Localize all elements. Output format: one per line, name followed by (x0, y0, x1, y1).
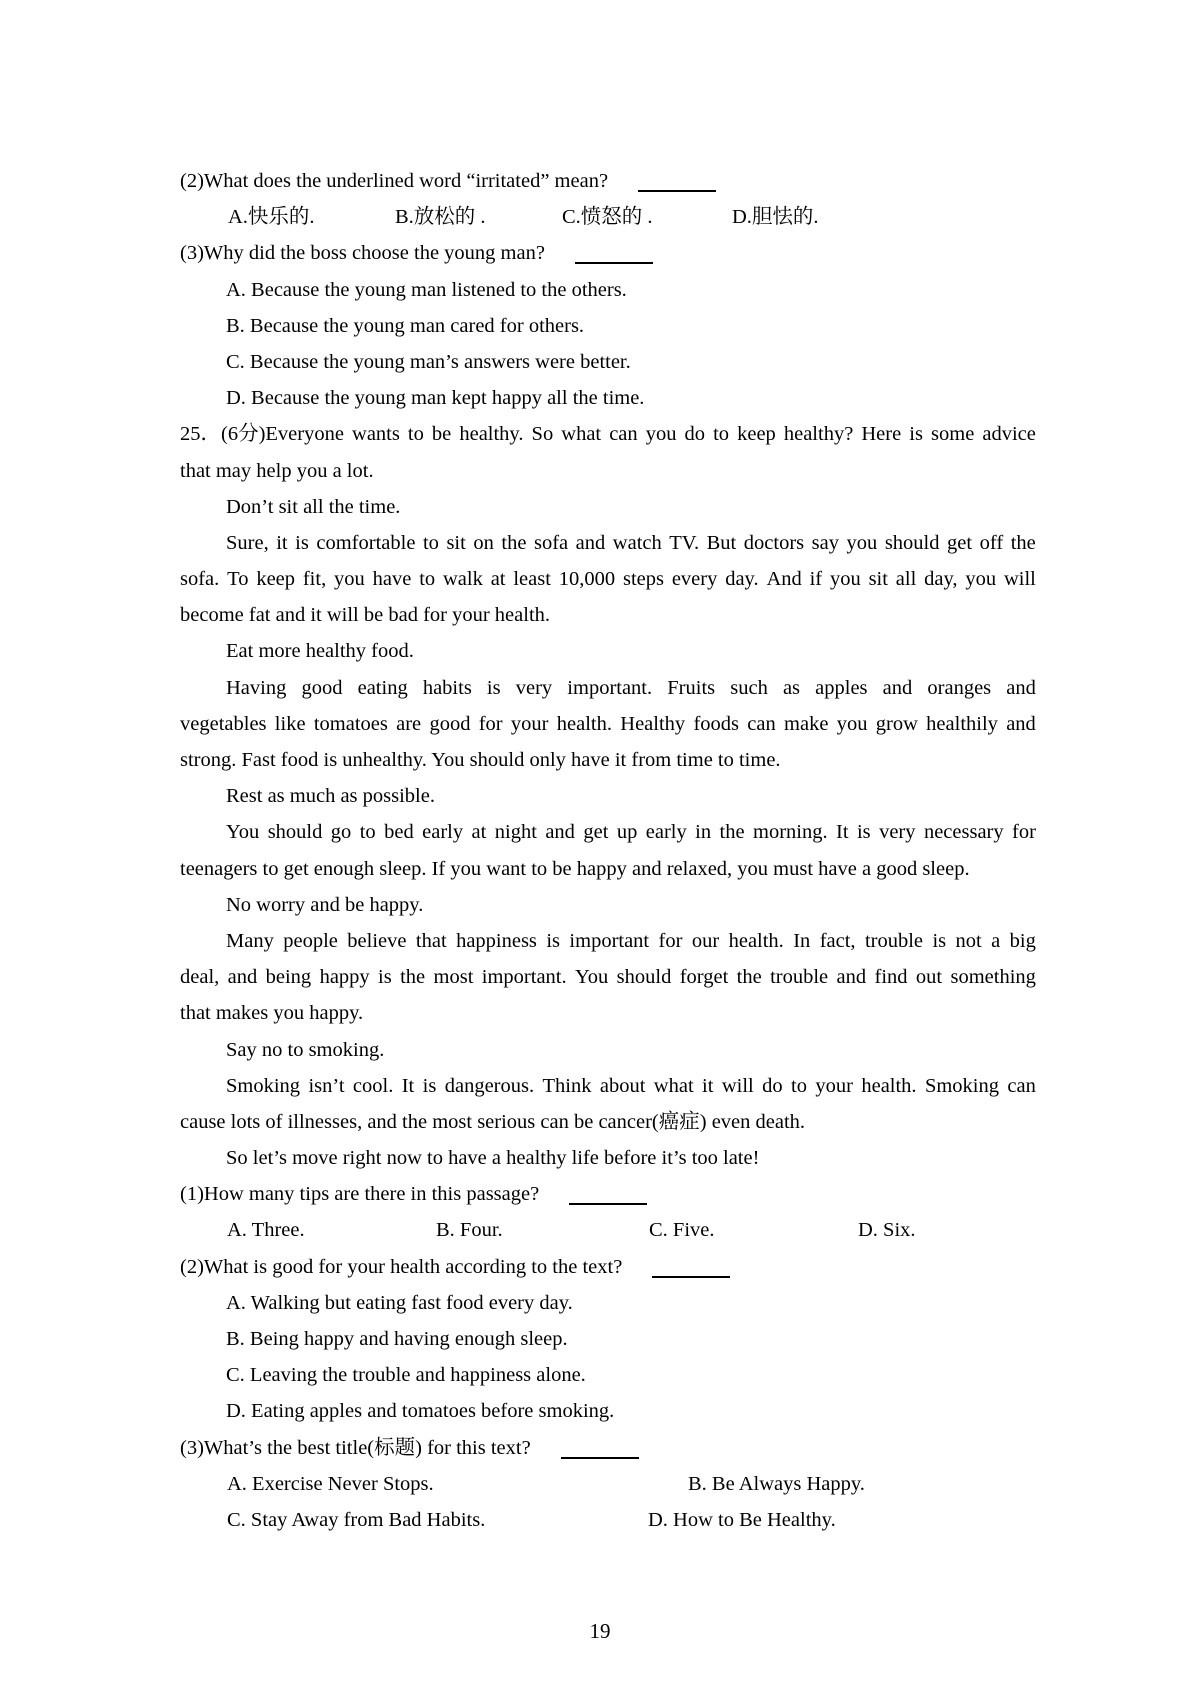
word: our (691, 929, 725, 952)
word: TV. (669, 531, 705, 554)
line-text: No worry and be happy. (226, 893, 424, 916)
line-text: teenagers to get enough sleep. If you want to be happy and relaxed, you must have a good sleep. (180, 857, 970, 880)
word: off (979, 531, 1009, 554)
answer-blank (569, 1191, 647, 1205)
word: do (684, 423, 711, 446)
word: go (330, 821, 357, 844)
line-text: that makes you happy. (180, 1002, 364, 1025)
word: to (407, 423, 429, 446)
word: to (422, 531, 445, 554)
word: very (515, 676, 558, 699)
answer-blank (561, 1445, 639, 1459)
word: You (575, 966, 614, 989)
word: tomatoes (313, 712, 393, 735)
word: Here (861, 423, 907, 446)
word: to (791, 1074, 813, 1097)
option-line (180, 1393, 1036, 1429)
word: dangerous. (444, 1074, 540, 1097)
word: a (991, 929, 1006, 952)
word: very (879, 821, 921, 844)
paragraph-line (180, 1140, 1036, 1176)
word: you (334, 568, 370, 591)
word: being (265, 966, 317, 989)
word: isn’t (308, 1074, 350, 1097)
word: and (575, 531, 611, 554)
line-text: (2)What is good for your health according to the text? (180, 1255, 623, 1278)
option-item: B. Be Always Happy. (688, 1472, 865, 1495)
word: To (227, 568, 254, 591)
word: at (471, 821, 492, 844)
line-text: become fat and it will be bad for your health. (180, 604, 551, 627)
word: is (295, 531, 314, 554)
line-text: B. Being happy and having enough sleep. (226, 1328, 568, 1350)
word: out (915, 966, 948, 989)
word: keep (256, 568, 301, 591)
paragraph-line (180, 1068, 1036, 1104)
word: what (653, 1074, 699, 1097)
answer-blank (575, 250, 653, 264)
word: is (378, 966, 397, 989)
option-line (180, 1357, 1036, 1393)
word: Think (542, 1074, 597, 1097)
word: to (713, 423, 735, 446)
word: Smoking (924, 1074, 1005, 1097)
word: 25．(6分)Everyone (180, 423, 350, 446)
answer-blank (652, 1264, 730, 1278)
word: are (396, 712, 427, 735)
word: fact, (819, 929, 861, 952)
word: and (1006, 676, 1036, 699)
word: can (1007, 1074, 1036, 1097)
word: people (283, 929, 344, 952)
question-line (180, 1430, 1036, 1466)
line-text: C. Because the young man’s answers were better. (226, 350, 631, 373)
word: big (1009, 929, 1036, 952)
word: health. (861, 1074, 922, 1097)
section-heading (180, 633, 1036, 669)
paragraph-line (180, 814, 1036, 850)
option-row (180, 1466, 1036, 1502)
word: You (226, 821, 265, 844)
word: happy (319, 966, 375, 989)
paragraph-line (180, 670, 1036, 706)
question-line (180, 1176, 1036, 1212)
word: In (793, 929, 816, 952)
word: get (583, 821, 614, 844)
option-item: A.快乐的. (228, 206, 315, 229)
word: some (931, 423, 980, 446)
word: trouble (770, 966, 834, 989)
word: Smoking (226, 1074, 306, 1097)
word: 10,000 (558, 568, 621, 591)
word: to (359, 821, 381, 844)
option-item: C.愤怒的 . (562, 206, 653, 229)
word: bed (384, 821, 419, 844)
word: be (431, 423, 457, 446)
line-text: Eat more healthy food. (226, 640, 414, 663)
word: sit (446, 531, 471, 554)
word: good (301, 676, 348, 699)
option-line (180, 308, 1036, 344)
word: vegetables (180, 712, 272, 735)
word: for (1012, 821, 1036, 844)
word: trouble (864, 929, 929, 952)
word: early (645, 821, 692, 844)
word: healthily (926, 712, 1004, 735)
word: doctors (743, 531, 810, 554)
word: that (415, 929, 452, 952)
option-item: C. Stay Away from Bad Habits. (227, 1508, 486, 1531)
word: you (645, 423, 682, 446)
line-text: So let’s move right now to have a healthy life before it’s too late! (226, 1147, 760, 1170)
line-text: A. Because the young man listened to the others. (226, 278, 627, 301)
word: comfortable (316, 531, 421, 554)
word: in (695, 821, 717, 844)
word: advice (982, 423, 1036, 446)
answer-blank (638, 178, 716, 192)
word: if (809, 568, 828, 591)
word: and (227, 966, 263, 989)
word: healthy. (459, 423, 529, 446)
option-row (180, 1502, 1036, 1538)
word: to (419, 568, 441, 591)
word: early (422, 821, 469, 844)
word: forget (679, 966, 734, 989)
word: sofa (533, 531, 574, 554)
word: health. (556, 712, 618, 735)
paragraph-line (180, 416, 1036, 452)
line-text: C. Leaving the trouble and happiness alone. (226, 1364, 586, 1387)
paragraph-line (180, 706, 1036, 742)
word: sofa. (180, 568, 225, 591)
word: healthy? (783, 423, 859, 446)
word: walk (442, 568, 488, 591)
section-heading (180, 778, 1036, 814)
word: health. (728, 929, 789, 952)
word: can (747, 712, 781, 735)
word: day, (924, 568, 963, 591)
word: It (401, 1074, 420, 1097)
paragraph-line (180, 453, 1036, 489)
word: most (433, 966, 479, 989)
word: It (836, 821, 854, 844)
line-text: B. Because the young man cared for others. (226, 314, 585, 337)
word: get (947, 531, 978, 554)
line-text: Say no to smoking. (226, 1038, 385, 1061)
section-heading (180, 489, 1036, 525)
word: and (545, 821, 581, 844)
paragraph-line (180, 597, 1036, 633)
word: important. (481, 966, 572, 989)
line-text: (3)What’s the best title(标题) for this text? (180, 1436, 531, 1459)
paragraph-line (180, 923, 1036, 959)
word: eating (357, 676, 413, 699)
word: and (836, 966, 872, 989)
line-text: D. Because the young man kept happy all the time. (226, 387, 645, 410)
option-row (180, 199, 1036, 235)
word: Having (226, 676, 292, 699)
word: happiness (456, 929, 543, 952)
word: up (616, 821, 643, 844)
word: find (874, 966, 913, 989)
word: is (932, 929, 952, 952)
paragraph-line (180, 561, 1036, 597)
word: day. (725, 568, 764, 591)
paragraph-line (180, 1104, 1036, 1140)
option-row (180, 1212, 1036, 1248)
line-text: (1)How many tips are there in this passage? (180, 1183, 540, 1206)
word: you (965, 568, 1002, 591)
word: apples (815, 676, 873, 699)
option-item: A. Three. (227, 1219, 305, 1242)
word: deal, (180, 966, 225, 989)
word: such (730, 676, 773, 699)
line-text: strong. Fast food is unhealthy. You should only have it from time to time. (180, 749, 781, 771)
paragraph-line (180, 525, 1036, 561)
word: should (616, 966, 677, 989)
word: all (895, 568, 922, 591)
word: Fruits (667, 676, 721, 699)
word: But (706, 531, 742, 554)
question-line (180, 1249, 1036, 1285)
line-text: A. Walking but eating fast food every day. (226, 1291, 573, 1314)
paragraph-line (180, 995, 1036, 1031)
line-text: (2)What does the underlined word “irritated” mean? (180, 170, 609, 192)
option-line (180, 380, 1036, 416)
option-item: A. Exercise Never Stops. (227, 1472, 434, 1495)
word: you (846, 531, 883, 554)
word: sit (868, 568, 894, 591)
option-item: C. Five. (649, 1219, 715, 1242)
word: like (274, 712, 311, 735)
word: the (736, 966, 767, 989)
word: and (882, 676, 918, 699)
word: fit, (302, 568, 332, 591)
word: the (400, 966, 431, 989)
word: oranges (927, 676, 997, 699)
option-line (180, 344, 1036, 380)
word: believe (347, 929, 412, 952)
word: watch (612, 531, 667, 554)
option-line (180, 1321, 1036, 1357)
word: steps (622, 568, 670, 591)
document-lines (180, 163, 1036, 1538)
word: important (569, 929, 655, 952)
word: Many (226, 929, 279, 952)
word: make (784, 712, 834, 735)
word: do (762, 1074, 788, 1097)
word: morning. (753, 821, 833, 844)
word: as (782, 676, 806, 699)
line-text: Rest as much as possible. (226, 785, 435, 808)
word: necessary (923, 821, 1009, 844)
word: it (702, 1074, 719, 1097)
line-text: that may help you a lot. (180, 459, 374, 482)
word: should (267, 821, 328, 844)
word: and (1006, 712, 1036, 735)
word: is (856, 821, 876, 844)
option-item: B.放松的 . (395, 206, 486, 229)
word: your (815, 1074, 859, 1097)
option-item: D. Six. (858, 1219, 916, 1242)
option-line (180, 1285, 1036, 1321)
line-text: D. Eating apples and tomatoes before smoking. (226, 1400, 615, 1423)
word: about (599, 1074, 651, 1097)
word: is (486, 676, 506, 699)
paragraph-line (180, 959, 1036, 995)
paragraph-line (180, 742, 1036, 778)
word: say (811, 531, 845, 554)
word: for (478, 712, 508, 735)
word: foods (693, 712, 745, 735)
word: have (372, 568, 417, 591)
word: something (950, 966, 1036, 989)
line-text: (3)Why did the boss choose the young man? (180, 242, 545, 265)
question-line (180, 163, 1036, 199)
word: the (1010, 531, 1036, 554)
word: will (1003, 568, 1036, 591)
section-heading (180, 1032, 1036, 1068)
word: And (766, 568, 807, 591)
word: So (531, 423, 559, 446)
word: Sure, (226, 531, 274, 554)
line-text: Don’t sit all the time. (226, 495, 401, 518)
word: good (429, 712, 476, 735)
word: least (513, 568, 557, 591)
word: the (501, 531, 532, 554)
paragraph-line (180, 851, 1036, 887)
word: you (829, 568, 866, 591)
option-line (180, 272, 1036, 308)
option-item: B. Four. (436, 1219, 503, 1242)
line-text: cause lots of illnesses, and the most serious can be cancer(癌症) even death. (180, 1110, 806, 1133)
word: what (561, 423, 607, 446)
word: habits (422, 676, 477, 699)
page-number: 19 (589, 1619, 611, 1643)
word: keep (737, 423, 781, 446)
word: will (721, 1074, 759, 1097)
word: wants (352, 423, 405, 446)
word: grow (875, 712, 924, 735)
word: on (473, 531, 499, 554)
option-item: D. How to Be Healthy. (648, 1508, 836, 1531)
word: is (422, 1074, 442, 1097)
word: it (276, 531, 293, 554)
word: night (494, 821, 543, 844)
word: the (719, 821, 750, 844)
word: for (658, 929, 688, 952)
word: at (490, 568, 511, 591)
word: you (836, 712, 873, 735)
word: every (671, 568, 723, 591)
word: your (510, 712, 554, 735)
option-item: D.胆怯的. (732, 206, 819, 229)
word: cool. (352, 1074, 399, 1097)
section-heading (180, 887, 1036, 923)
word: should (884, 531, 945, 554)
word: important. (567, 676, 658, 699)
word: not (955, 929, 987, 952)
word: Healthy (620, 712, 691, 735)
word: is (546, 929, 566, 952)
question-line (180, 235, 1036, 271)
word: is (909, 423, 929, 446)
word: can (609, 423, 643, 446)
